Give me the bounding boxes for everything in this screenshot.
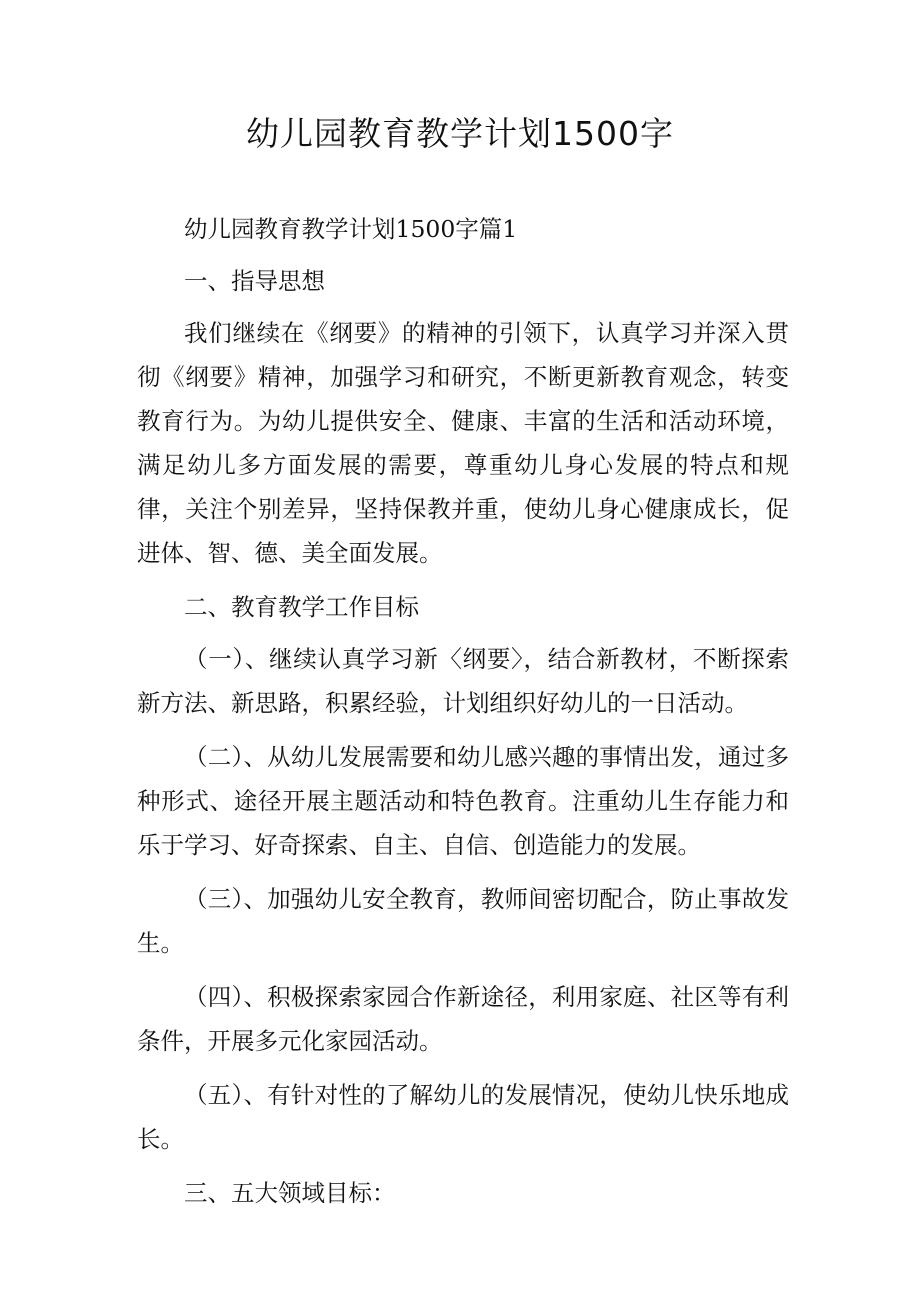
paragraph-goal-1: （一）、继续认真学习新〈纲要〉，结合新教材，不断探索新方法、新思路，积累经验，计划组织好幼儿的一日活动。 <box>137 645 789 717</box>
document-title: 幼儿园教育教学计划1500字 <box>246 114 674 153</box>
section-heading-teaching-goals: 二、教育教学工作目标 <box>184 593 419 621</box>
document-body <box>137 207 789 1223</box>
paragraph-goal-3: （三）、加强幼儿安全教育，教师间密切配合，防止事故发生。 <box>137 885 789 957</box>
paragraph-guiding-ideology: 我们继续在《纲要》的精神的引领下，认真学习并深入贯彻《纲要》精神，加强学习和研究，不断更新教育观念，转变教育行为。为幼儿提供安全、健康、丰富的生活和活动环境，满足幼儿多方面发展的需要，尊重幼儿身心发展的特点和规律，关注个别差异，坚持保教并重，使幼儿身心健康成长，促进体、智、德、美全面发展。 <box>137 319 789 567</box>
paragraph-goal-2: （二）、从幼儿发展需要和幼儿感兴趣的事情出发，通过多种形式、途径开展主题活动和特色教育。注重幼儿生存能力和乐于学习、好奇探索、自主、自信、创造能力的发展。 <box>137 743 789 859</box>
section-heading-five-domains: 三、五大领域目标： <box>184 1179 396 1207</box>
section-heading-guiding-ideology: 一、指导思想 <box>184 267 325 295</box>
paragraph-goal-5: （五）、有针对性的了解幼儿的发展情况，使幼儿快乐地成长。 <box>137 1081 789 1153</box>
paragraph-goal-4: （四）、积极探索家园合作新途径，利用家庭、社区等有利条件，开展多元化家园活动。 <box>137 983 789 1055</box>
document-subtitle: 幼儿园教育教学计划1500字篇1 <box>184 215 518 243</box>
